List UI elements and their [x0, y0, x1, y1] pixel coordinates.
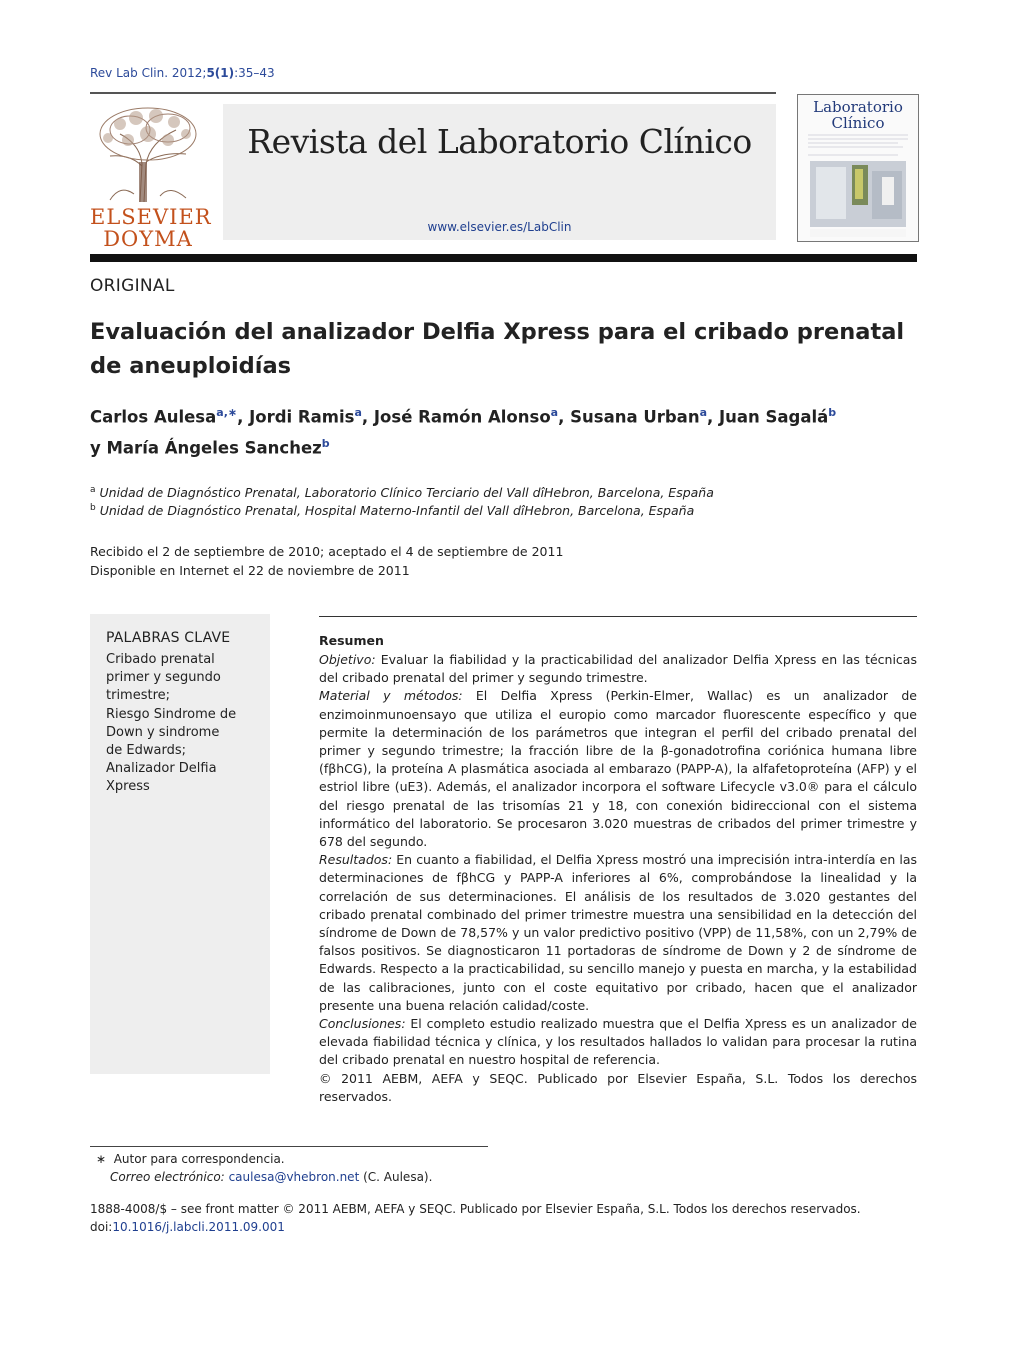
doi-line: doi:10.1016/j.labcli.2011.09.001: [90, 1220, 285, 1234]
author-affiliation-mark[interactable]: a: [699, 406, 708, 419]
abstract-conclusiones: Conclusiones: El completo estudio realizado muestra que el Delfia Xpress es un analizador de elevada fiabilidad técnica y clínica, y los resultados hallados lo validan para procesar la rutina del cribado prenatal en nuestro hospital de referencia.: [319, 1016, 917, 1068]
cover-title-line1: Laboratorio: [813, 98, 903, 116]
author-affiliation-mark[interactable]: a,∗: [216, 406, 238, 419]
abstract-material: Material y métodos: El Delfia Xpress (Perkin-Elmer, Wallac) es un analizador de enzimoinmunoensayo que utiliza el europio como marcador fluorescente específico y que permite la determinación de los parámetros que integran el perfil del cribado prenatal del primer y segundo trimestre; la fracción libre de la β-gonadotrofina coriónica humana libre (fβhCG), la proteína A plasmática asociada al embarazo (PAPP-A), la alfafetoproteína (AFP) y el estriol libre (uE3). Además, el analizador incorpora el software Lifecycle v3.0® para el cálculo del riesgo prenatal de las trisomías 21 y 18, con conexión bidireccional con el sistema informático del laboratorio. Se procesaron 3.020 muestras de cribados del primer trimestre y 678 del segundo.: [319, 688, 917, 850]
journal-url-link[interactable]: www.elsevier.es/LabClin: [427, 220, 572, 234]
author-affiliation-mark[interactable]: a: [550, 406, 559, 419]
article-title: Evaluación del analizador Delfia Xpress para el cribado prenatal de aneuploidías: [90, 319, 905, 379]
footnote-rule: [90, 1146, 488, 1147]
cover-title-line2: Clínico: [831, 114, 885, 132]
keyword-line: Riesgo Sindrome de: [106, 706, 237, 722]
abstract-resultados: Resultados: En cuanto a fiabilidad, el Delfia Xpress mostró una imprecisión intra-interdía en las determinaciones de fβhCG y PAPP-A inferiores al 6%, comprobándose la linealidad y la correlación de sus determinaciones. El análisis de los resultados de 3.020 gestantes del cribado prenatal combinado del primer trimestre muestra una sensibilidad en la detección del síndrome de Down de 78,57% y un valor predictivo positivo (VPP) de 11,58%, con un 2,79% de falsos positivos. Se diagnosticaron 11 portadoras de síndrome de Down y 2 de síndrome de Edwards. Respecto a la practicabilidad, su sencillo manejo y puesta en marcha, y la estabilidad de las calibraciones, junto con el coste equitativo por cribado, hacen que el analizador presente una buena relación calidad/coste.: [319, 852, 917, 1013]
keyword-line: Down y sindrome: [106, 724, 220, 740]
corresponding-note: ∗ Autor para correspondencia.: [96, 1152, 285, 1166]
journal-title: Revista del Laboratorio Clínico: [247, 122, 752, 161]
keyword-line: de Edwards;: [106, 743, 186, 759]
affiliation-b: $^b$ Unidad de Diagnóstico Prenatal, Hospital Materno-Infantil del Vall dîHebron, Barcelona, España: [90, 503, 695, 519]
author-name[interactable]: Juan Sagalá: [719, 407, 829, 427]
abstract-rule: [319, 616, 917, 617]
author-name[interactable]: Jordi Ramis: [249, 407, 355, 427]
email-link[interactable]: caulesa@vhebron.net: [228, 1170, 360, 1184]
keyword-line: trimestre;: [106, 688, 171, 704]
online-date: Disponible en Internet el 22 de noviembre de 2011: [90, 563, 410, 578]
publisher-sub: DOYMA: [103, 227, 193, 251]
abstract-heading: Resumen: [319, 633, 384, 648]
journal-cover-thumbnail: [797, 94, 919, 242]
corresponding-email: Correo electrónico: caulesa@vhebron.net (C. Aulesa).: [110, 1170, 433, 1184]
abstract-copyright: © 2011 AEBM, AEFA y SEQC. Publicado por Elsevier España, S.L. Todos los derechos reservados.: [319, 1070, 917, 1104]
elsevier-logo: [90, 104, 212, 251]
abstract-objetivo: Objetivo: Evaluar la fiabilidad y la practicabilidad del analizador Delfia Xpress en las técnicas del cribado prenatal del primer y segundo trimestre.: [319, 652, 917, 686]
keywords-list: [106, 651, 256, 797]
article-section-label: ORIGINAL: [90, 276, 175, 296]
author-affiliation-mark[interactable]: b: [321, 436, 330, 450]
keyword-line: Analizador Delfia: [106, 761, 217, 777]
journal-citation[interactable]: Rev Lab Clin. 2012;5(1):35–43: [90, 66, 275, 80]
keywords-heading: PALABRAS CLAVE: [106, 630, 231, 646]
author-name[interactable]: José Ramón Alonso: [373, 407, 551, 427]
tree-icon: [90, 104, 206, 204]
author-affiliation-mark[interactable]: b: [828, 406, 837, 419]
keyword-line: Cribado prenatal: [106, 652, 215, 667]
keyword-line: primer y segundo: [106, 670, 221, 686]
author-list: Carlos Aulesa$^{a,∗}$, Jordi Ramis$^a$, José Ramón Alonso$^a$, Susana Urban$^a$, Juan Sagalá$^b$ y María Ángeles Sanchez$^b$: [90, 406, 837, 457]
author-name[interactable]: y María Ángeles Sanchez: [90, 438, 322, 457]
author-affiliation-mark[interactable]: a: [354, 406, 362, 419]
abstract-body: [319, 651, 917, 1106]
header-divider-bar: [90, 254, 917, 262]
author-name[interactable]: Susana Urban: [570, 407, 700, 427]
author-name[interactable]: Carlos Aulesa: [90, 407, 217, 427]
keyword-line: Xpress: [106, 779, 150, 795]
doi-link[interactable]: 10.1016/j.labcli.2011.09.001: [112, 1220, 285, 1234]
affiliation-a: $^a$ Unidad de Diagnóstico Prenatal, Laboratorio Clínico Terciario del Vall dîHebron, Barcelona, España: [90, 485, 714, 501]
cover-image: [798, 95, 918, 241]
header-rule: [90, 92, 776, 94]
issn-line: 1888-4008/$ – see front matter © 2011 AEBM, AEFA y SEQC. Publicado por Elsevier España, S.L. Todos los derechos reservados.: [90, 1202, 861, 1216]
received-date: Recibido el 2 de septiembre de 2010; aceptado el 4 de septiembre de 2011: [90, 544, 564, 559]
publisher-name: ELSEVIER: [90, 205, 212, 229]
